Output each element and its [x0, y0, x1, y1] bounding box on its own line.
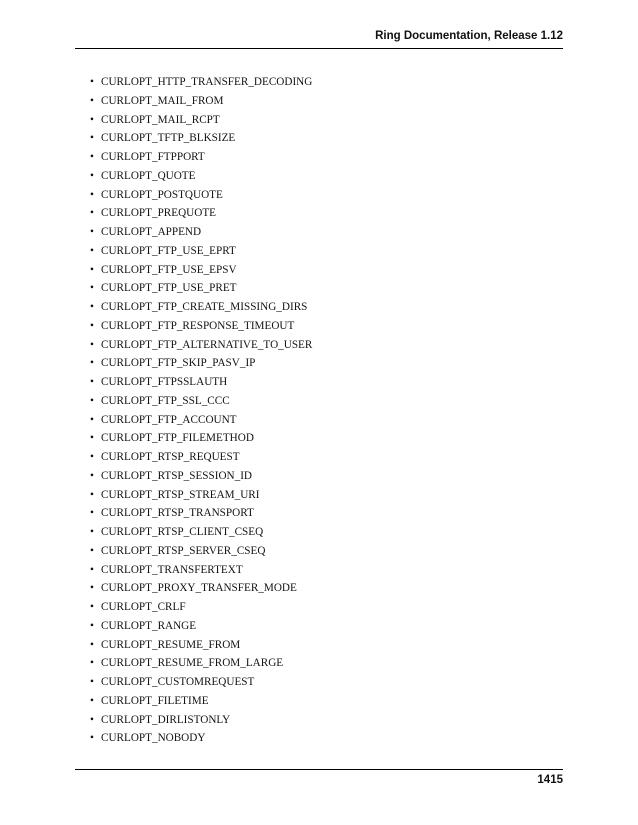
- list-item-text: CURLOPT_FTP_FILEMETHOD: [101, 432, 254, 445]
- bullet-icon: •: [90, 357, 94, 370]
- list-item-text: CURLOPT_FTP_ALTERNATIVE_TO_USER: [101, 338, 313, 351]
- list-item-text: CURLOPT_RANGE: [101, 619, 197, 632]
- list-item: [90, 429, 312, 448]
- list-item: [90, 523, 312, 542]
- list-item: [90, 729, 312, 748]
- bullet-icon: •: [90, 244, 94, 257]
- list-item: [90, 354, 312, 373]
- bullet-icon: •: [90, 582, 94, 595]
- list-item: [90, 711, 312, 730]
- list-item-text: CURLOPT_HTTP_TRANSFER_DECODING: [101, 76, 313, 88]
- list-item: [90, 692, 312, 711]
- bullet-icon: •: [90, 207, 94, 220]
- curlopt-bullet-list: [90, 73, 312, 748]
- list-item: [90, 111, 312, 130]
- bullet-icon: •: [90, 451, 94, 463]
- bullet-icon: •: [90, 544, 94, 557]
- bullet-icon: •: [90, 601, 94, 613]
- list-item-text: CURLOPT_TRANSFERTEXT: [101, 563, 243, 576]
- bullet-icon: •: [90, 94, 94, 107]
- list-item: [90, 92, 312, 111]
- list-item: [90, 411, 312, 430]
- list-item-text: CURLOPT_FTP_SKIP_PASV_IP: [101, 357, 256, 370]
- list-item-text: CURLOPT_MAIL_RCPT: [101, 113, 220, 126]
- bullet-icon: •: [90, 319, 94, 332]
- list-item-text: CURLOPT_FTP_SSL_CCC: [101, 394, 230, 407]
- list-item: [90, 579, 312, 598]
- bullet-icon: •: [90, 76, 94, 88]
- list-item: [90, 204, 312, 223]
- list-item-text: CURLOPT_FTPSSLAUTH: [101, 376, 228, 388]
- list-item-text: CURLOPT_RTSP_SESSION_ID: [101, 469, 253, 482]
- bullet-icon: •: [90, 694, 94, 707]
- bullet-icon: •: [90, 282, 94, 295]
- list-item: [90, 242, 312, 261]
- bullet-icon: •: [90, 338, 94, 351]
- list-item: [90, 486, 312, 505]
- list-item-text: CURLOPT_FILETIME: [101, 694, 209, 707]
- bullet-icon: •: [90, 507, 94, 520]
- list-item-text: CURLOPT_CUSTOMREQUEST: [101, 676, 255, 688]
- list-item: [90, 392, 312, 411]
- list-item: [90, 448, 312, 467]
- list-item-text: CURLOPT_TFTP_BLKSIZE: [101, 132, 236, 145]
- bullet-icon: •: [90, 301, 94, 313]
- list-item: [90, 373, 312, 392]
- list-item-text: CURLOPT_RTSP_STREAM_URI: [101, 488, 260, 501]
- list-item-text: CURLOPT_RTSP_CLIENT_CSEQ: [101, 526, 264, 538]
- list-item-text: CURLOPT_RESUME_FROM: [101, 638, 241, 651]
- list-item-text: CURLOPT_CRLF: [101, 601, 186, 613]
- list-item-text: CURLOPT_FTP_ACCOUNT: [101, 413, 237, 426]
- list-item: [90, 504, 312, 523]
- list-item: [90, 148, 312, 167]
- list-item-text: CURLOPT_DIRLISTONLY: [101, 713, 231, 726]
- list-item-text: CURLOPT_FTP_USE_EPRT: [101, 244, 236, 257]
- list-item: [90, 73, 312, 92]
- header-rule: [75, 48, 563, 49]
- bullet-icon: •: [90, 638, 94, 651]
- bullet-icon: •: [90, 526, 94, 538]
- list-item: [90, 617, 312, 636]
- bullet-icon: •: [90, 263, 94, 276]
- list-item-text: CURLOPT_RTSP_TRANSPORT: [101, 507, 254, 520]
- list-item: [90, 186, 312, 205]
- list-item-text: CURLOPT_NOBODY: [101, 732, 206, 745]
- list-item: [90, 336, 312, 355]
- running-header: Ring Documentation, Release 1.12: [375, 30, 563, 42]
- list-item: [90, 129, 312, 148]
- bullet-icon: •: [90, 188, 94, 201]
- list-item: [90, 636, 312, 655]
- list-item: [90, 298, 312, 317]
- bullet-icon: •: [90, 619, 94, 632]
- bullet-icon: •: [90, 413, 94, 426]
- bullet-icon: •: [90, 376, 94, 388]
- bullet-icon: •: [90, 132, 94, 145]
- list-item-text: CURLOPT_MAIL_FROM: [101, 94, 224, 107]
- bullet-icon: •: [90, 563, 94, 576]
- bullet-icon: •: [90, 676, 94, 688]
- page-number: 1415: [537, 774, 563, 786]
- list-item-text: CURLOPT_POSTQUOTE: [101, 188, 223, 201]
- list-item-text: CURLOPT_FTP_RESPONSE_TIMEOUT: [101, 319, 295, 332]
- list-item-text: CURLOPT_PROXY_TRANSFER_MODE: [101, 582, 297, 595]
- bullet-icon: •: [90, 713, 94, 726]
- list-item-text: CURLOPT_FTP_CREATE_MISSING_DIRS: [101, 301, 308, 313]
- bullet-icon: •: [90, 151, 94, 163]
- list-item: [90, 223, 312, 242]
- list-item: [90, 654, 312, 673]
- list-item-text: CURLOPT_APPEND: [101, 226, 202, 238]
- list-item: [90, 542, 312, 561]
- list-item-text: CURLOPT_RTSP_REQUEST: [101, 451, 240, 463]
- bullet-icon: •: [90, 432, 94, 445]
- list-item-text: CURLOPT_FTPPORT: [101, 151, 205, 163]
- list-item: [90, 261, 312, 280]
- list-item: [90, 317, 312, 336]
- list-item: [90, 167, 312, 186]
- bullet-icon: •: [90, 488, 94, 501]
- list-item: [90, 561, 312, 580]
- list-item: [90, 598, 312, 617]
- list-item-text: CURLOPT_PREQUOTE: [101, 207, 216, 220]
- list-item: [90, 279, 312, 298]
- list-item-text: CURLOPT_FTP_USE_EPSV: [101, 263, 237, 276]
- bullet-icon: •: [90, 469, 94, 482]
- list-item-text: CURLOPT_FTP_USE_PRET: [101, 282, 237, 295]
- bullet-icon: •: [90, 732, 94, 745]
- list-item-text: CURLOPT_QUOTE: [101, 169, 196, 182]
- list-item: [90, 467, 312, 486]
- bullet-icon: •: [90, 113, 94, 126]
- list-item-text: CURLOPT_RESUME_FROM_LARGE: [101, 657, 284, 670]
- list-item: [90, 673, 312, 692]
- bullet-icon: •: [90, 226, 94, 238]
- list-item-text: CURLOPT_RTSP_SERVER_CSEQ: [101, 544, 266, 557]
- bullet-icon: •: [90, 169, 94, 182]
- bullet-icon: •: [90, 394, 94, 407]
- bullet-icon: •: [90, 657, 94, 670]
- footer-rule: [75, 769, 563, 770]
